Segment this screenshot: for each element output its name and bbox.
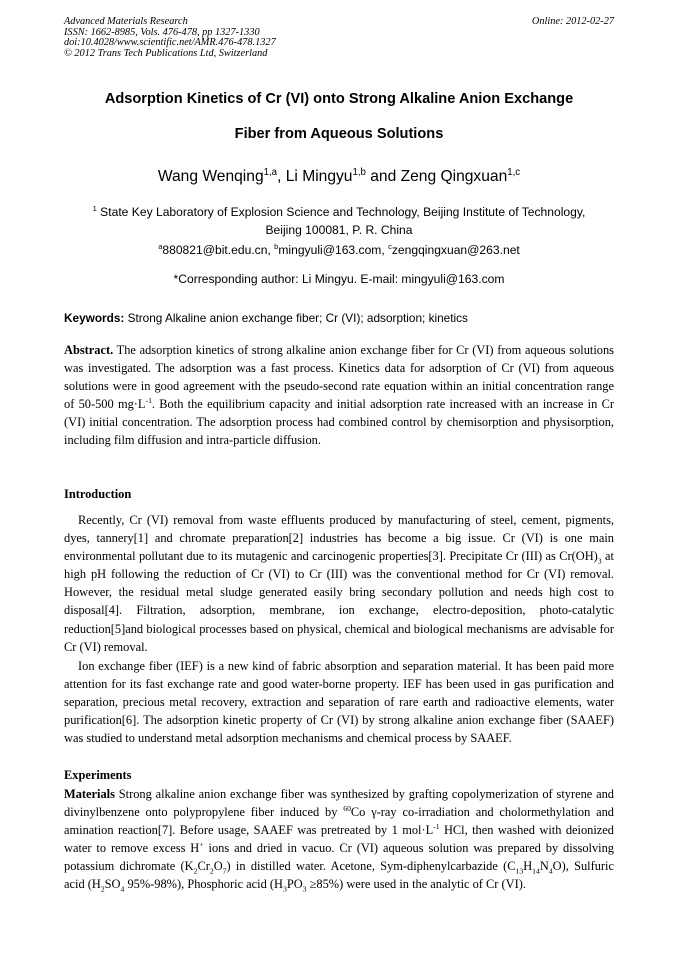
abstract-label: Abstract.: [64, 343, 114, 357]
email-mark: b: [274, 241, 279, 251]
subscript: 14: [532, 866, 540, 876]
paragraph-text: HCl, then washed with deionized water to remove excess H: [64, 823, 614, 856]
corresponding-author: *Corresponding author: Li Mingyu. E-mail: mingyuli@163.com: [173, 272, 505, 286]
paragraph-text: Strong alkaline anion exchange fiber was synthesized by grafting copolymerization of styrene and divinylbenzene onto polypropylene fiber induced by: [64, 787, 614, 820]
materials-paragraph: [64, 785, 614, 894]
author-emails: [64, 243, 614, 257]
subscript: 7: [222, 866, 227, 876]
keywords-text: Strong Alkaline anion exchange fiber; Cr (VI); adsorption; kinetics: [124, 311, 468, 325]
superscript: +: [199, 840, 204, 850]
journal-copyright: © 2012 Trans Tech Publications Ltd, Switzerland: [64, 48, 268, 60]
subscript: 4: [120, 884, 125, 894]
author-affiliation-mark: 1,a: [263, 166, 278, 178]
online-date: Online: 2012-02-27: [531, 16, 614, 27]
paragraph-text: at high pH following the reduction of Cr (VI) to Cr (III) was the conventional method for Cr (VI) removal. However, the residual metal sludge generated easily bring secondary pollution and needs high cost to disposal[4]. Filtration, adsorption, membrane, ion exchange, electro-deposition, photo-catalytic reduction[5]and biological processes based on physical, chemical and biological mechanisms are advisable for Cr (VI) removal.: [64, 549, 614, 654]
section-heading-introduction: Introduction: [64, 487, 132, 501]
affiliation-mark: 1: [92, 203, 97, 213]
subscript: 3: [302, 884, 307, 894]
author-name: Zeng Qingxuan: [400, 168, 508, 185]
paragraph-text: ions and dried in vacuo. Cr (VI) aqueous solution was prepared by dissolving potassium dichromate (K: [64, 841, 615, 874]
affiliation-line-2: Beijing 100081, P. R. China: [265, 223, 413, 237]
affiliation: [74, 203, 604, 239]
paper-title-line-1: Adsorption Kinetics of Cr (VI) onto Strong Alkaline Anion Exchange: [104, 91, 574, 107]
superscript: -1: [145, 396, 152, 406]
author-separator: and: [365, 168, 401, 185]
paper-title-line-2: Fiber from Aqueous Solutions: [234, 126, 444, 142]
superscript: 60: [343, 803, 351, 813]
paragraph-text: SO: [104, 877, 121, 892]
paragraph-text: H: [523, 859, 533, 874]
subscript: 3: [597, 556, 602, 566]
paragraph-text: N: [539, 859, 549, 874]
abstract: [64, 341, 614, 450]
subscript: 13: [515, 866, 524, 876]
materials-label: Materials: [64, 787, 115, 801]
email-link[interactable]: 880821@bit.edu.cn,: [162, 243, 275, 257]
subscript: 2: [193, 866, 198, 876]
email-link[interactable]: mingyuli@163.com,: [278, 243, 389, 257]
journal-name: Advanced Materials Research: [64, 16, 188, 27]
email-mark: a: [158, 241, 163, 251]
journal-doi[interactable]: doi:10.4028/www.scientific.net/AMR.476-478.1327: [64, 37, 276, 49]
subscript: 4: [548, 866, 553, 876]
superscript: -1: [433, 822, 440, 832]
email-link[interactable]: zengqingxuan@263.net: [391, 243, 520, 257]
paragraph-text: O: [213, 859, 223, 874]
paragraph-text: Recently, Cr (VI) removal from waste effluents produced by manufacturing of steel, cement, pigments, dyes, tannery[1] and chromate preparation[2] industries has become a big issue. Cr (VI) is one main environmental pollutant due to its mutagenic and carcinogenic properties[3]. Precipitate Cr (III) as Cr(OH): [64, 513, 614, 564]
paragraph-text: PO: [286, 877, 303, 892]
paragraph-text: Cr: [197, 859, 210, 874]
keywords-label: Keywords:: [64, 311, 125, 325]
journal-info: [64, 17, 276, 60]
author-separator: ,: [277, 168, 286, 185]
abstract-text: The adsorption kinetics of strong alkaline anion exchange fiber for Cr (VI) from aqueous solutions was investigated. The adsorption was a fast process. Kinetics data for adsorption of Cr (VI) from aqueous solutions were in good agreement with the pseudo-second rate equation within an initial concentration range of 50-500 mg·L: [64, 343, 614, 412]
subscript: 2: [209, 866, 214, 876]
author-affiliation-mark: 1,b: [352, 166, 366, 178]
journal-issn: ISSN: 1662-8985, Vols. 476-478, pp 1327-1330: [64, 26, 260, 38]
paragraph-text: ≥85%) were used in the analytic of Cr (VI).: [306, 877, 526, 892]
author-name: Li Mingyu: [285, 168, 353, 185]
paragraph-text: Co γ-ray co-irradiation and cholormethylation and amination reaction[7]. Before usage, SAAEF was pretreated by 1 mol·L: [64, 805, 614, 838]
introduction-paragraph-2: Ion exchange fiber (IEF) is a new kind of fabric absorption and separation material. It has been paid more attention for its fast exchange rate and good water-borne property. IEF has been used in gas purification and separation, precious metal recovery, extraction and separation of rare earth and radioactive elements, water purification[6]. The adsorption kinetic property of Cr (VI) by strong alkaline anion exchange fiber (SAAEF) was studied to understand metal adsorption mechanisms and chemical process by SAAEF.: [64, 659, 614, 746]
paragraph-text: O), Sulfuric acid (H: [64, 859, 614, 892]
introduction-paragraph-1: [64, 511, 614, 656]
paragraph-text: 95%-98%), Phosphoric acid (H: [124, 877, 283, 892]
subscript: 2: [100, 884, 105, 894]
abstract-text: . Both the equilibrium capacity and initial adsorption rate increased with an increase in Cr (VI) initial concentration. The adsorption process had combined control by chemisorption and physisorption, including film diffusion and intra-particle diffusion.: [64, 397, 614, 448]
section-heading-experiments: Experiments: [64, 768, 132, 782]
affiliation-line-1: State Key Laboratory of Explosion Science and Technology, Beijing Institute of Technology,: [96, 205, 586, 219]
author-name: Wang Wenqing: [157, 168, 264, 185]
keywords: [64, 311, 614, 325]
author-affiliation-mark: 1,c: [507, 166, 521, 178]
paragraph-text: ) in distilled water. Acetone, Sym-diphenylcarbazide (C: [226, 859, 516, 874]
author-list: [64, 168, 614, 186]
email-mark: c: [388, 241, 392, 251]
subscript: 3: [282, 884, 287, 894]
